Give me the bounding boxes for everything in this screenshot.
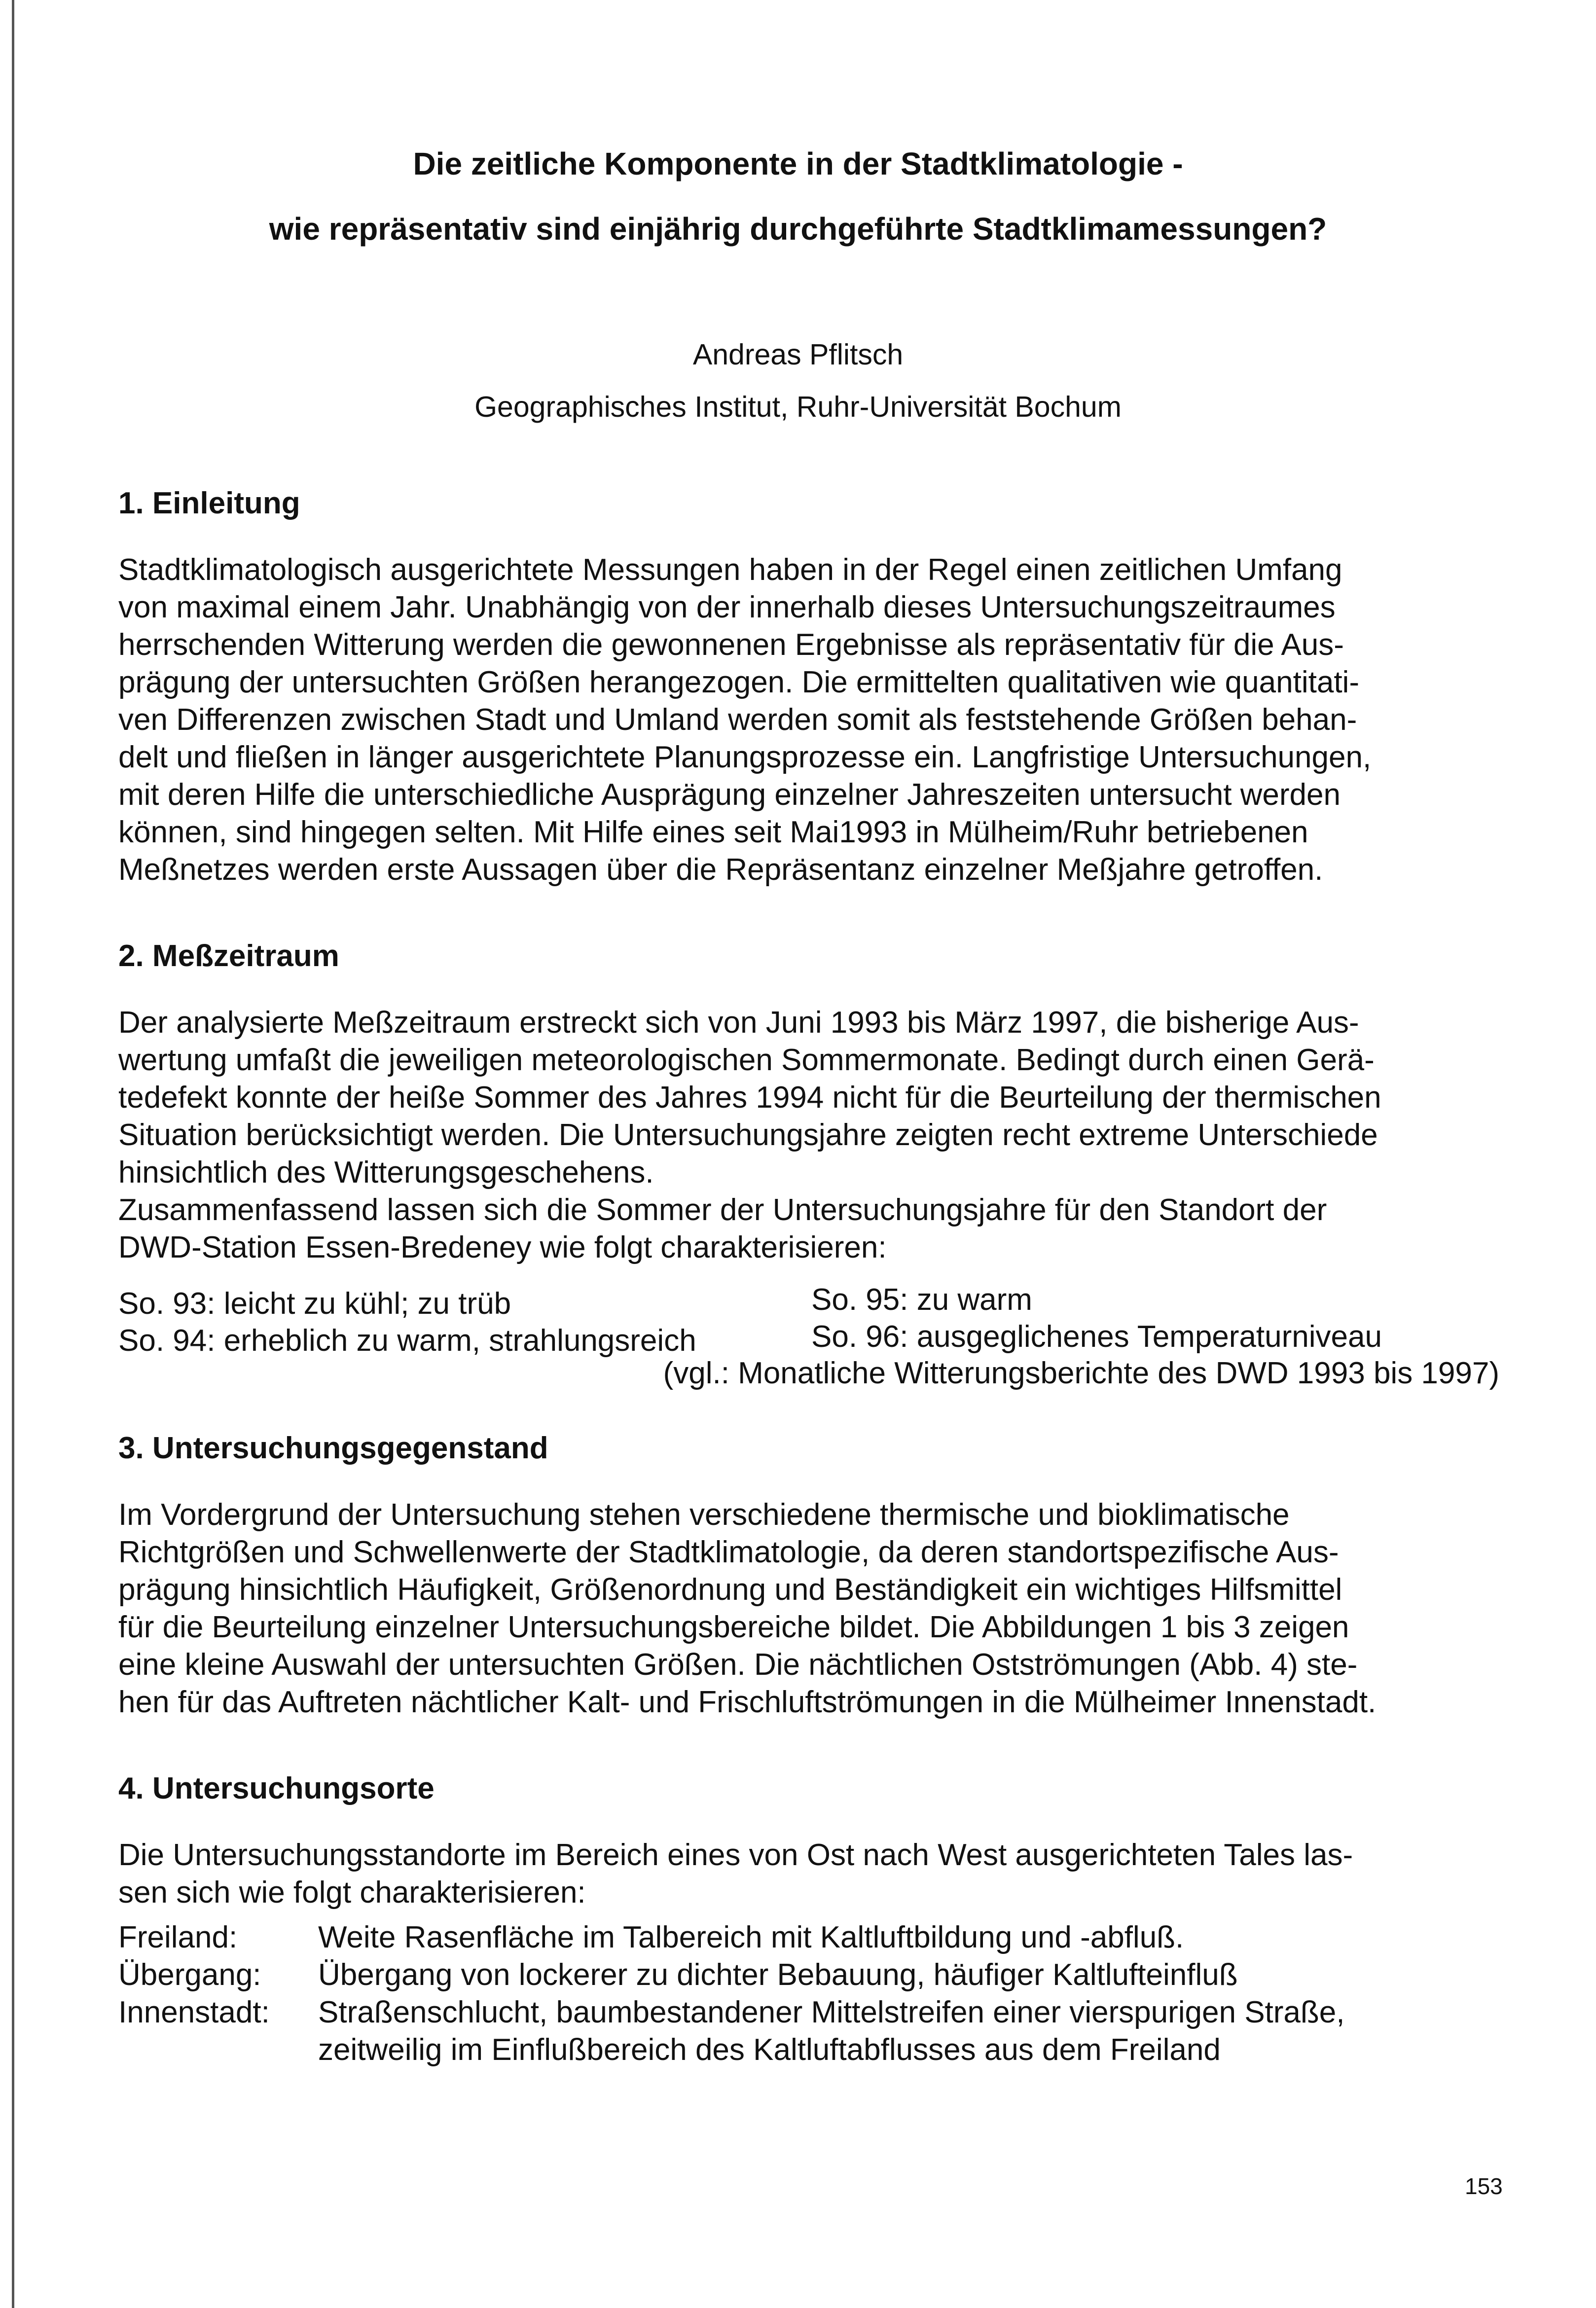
summer-1993: So. 93: leicht zu kühl; zu trüb bbox=[118, 1287, 511, 1321]
page-number: 153 bbox=[1465, 2173, 1503, 2199]
title-line-1: Die zeitliche Komponente in der Stadtklimatologie - bbox=[413, 146, 1183, 181]
site-term-freiland: Freiland: bbox=[118, 1920, 238, 1954]
author-affiliation: Geographisches Institut, Ruhr-Universität Bochum bbox=[474, 391, 1122, 423]
title-line-2: wie repräsentativ sind einjährig durchgeführte Stadtklimamessungen? bbox=[269, 211, 1327, 247]
summer-1995: So. 95: zu warm bbox=[811, 1283, 1032, 1317]
author-name: Andreas Pflitsch bbox=[692, 338, 904, 371]
site-desc-innenstadt-cont: zeitweilig im Einflußbereich des Kaltluftabflusses aus dem Freiland bbox=[318, 2033, 1221, 2067]
section-heading-3: 3. Untersuchungsgegenstand bbox=[118, 1431, 548, 1465]
section-heading-1: 1. Einleitung bbox=[118, 486, 300, 520]
section-text-3: Im Vordergrund der Untersuchung stehen verschiedene thermische und bioklimatische Richtgrößen und Schwellenwerte der Stadtklimatologie, da deren standortspezifische Aus- prägung hinsichtlich Häufigkeit, Größenordnung und Beständigkeit ein wichtiges Hilfsmittel für die Beurteilung einzelner Untersuchungsbereiche bildet. Die Abbildungen 1 bis 3 zeigen eine kleine Auswahl der untersuchten Größen. Die nächtlichen Ostströmungen (Abb. 4) ste- hen für das Auftreten nächtlicher Kalt- und Frischluftströmungen in die Mülheimer Innenstadt. bbox=[118, 1498, 1377, 1719]
site-term-uebergang: Übergang: bbox=[118, 1958, 261, 1992]
section-text-2: Der analysierte Meßzeitraum erstreckt sich von Juni 1993 bis März 1997, die bisherige Aus- wertung umfaßt die jeweiligen meteorologischen Sommermonate. Bedingt durch einen Gerä- tedefekt konnte der heiße Sommer des Jahres 1994 nicht für die Beurteilung der thermischen Situation berücksichtigt werden. Die Untersuchungsjahre zeigten recht extreme Unterschiede hinsichtlich des Witterungsgeschehens. Zusammenfassend lassen sich die Sommer der Untersuchungsjahre für den Standort der DWD-Station Essen-Bredeney wie folgt charakterisieren: bbox=[118, 1006, 1381, 1264]
site-desc-freiland: Weite Rasenfläche im Talbereich mit Kaltluftbildung und -abfluß. bbox=[318, 1920, 1184, 1954]
section-heading-4: 4. Untersuchungsorte bbox=[118, 1771, 435, 1805]
section-text-4: Die Untersuchungsstandorte im Bereich eines von Ost nach West ausgerichteten Tales las- sen sich wie folgt charakterisieren: bbox=[118, 1838, 1353, 1910]
section-heading-2: 2. Meßzeitraum bbox=[118, 939, 339, 973]
site-desc-uebergang: Übergang von lockerer zu dichter Bebauung, häufiger Kaltlufteinfluß bbox=[318, 1958, 1238, 1992]
site-desc-innenstadt: Straßenschlucht, baumbestandener Mittelstreifen einer vierspurigen Straße, bbox=[318, 1995, 1345, 2029]
summer-1994: So. 94: erheblich zu warm, strahlungsreich bbox=[118, 1324, 696, 1358]
site-term-innenstadt: Innenstadt: bbox=[118, 1995, 270, 2029]
section-text-1: Stadtklimatologisch ausgerichtete Messungen haben in der Regel einen zeitlichen Umfang von maximal einem Jahr. Unabhängig von der innerhalb dieses Untersuchungszeitraumes herrschenden Witterung werden die gewonnenen Ergebnisse als repräsentativ für die Aus- prägung der untersuchten Größen herangezogen. Die ermittelten qualitativen wie quantitati- ven Differenzen zwischen Stadt und Umland werden somit als feststehende Größen behan- delt und fließen in länger ausgerichtete Planungsprozesse ein. Langfristige Untersuchungen, mit deren Hilfe die unterschiedliche Ausprägung einzelner Jahreszeiten untersucht werden können, sind hingegen selten. Mit Hilfe eines seit Mai1993 in Mülheim/Ruhr betriebenen Meßnetzes werden erste Aussagen über die Repräsentanz einzelner Meßjahre getroffen. bbox=[118, 553, 1372, 887]
source-citation: (vgl.: Monatliche Witterungsberichte des DWD 1993 bis 1997) bbox=[663, 1356, 1499, 1390]
summer-1996: So. 96: ausgeglichenes Temperaturniveau bbox=[811, 1320, 1382, 1354]
